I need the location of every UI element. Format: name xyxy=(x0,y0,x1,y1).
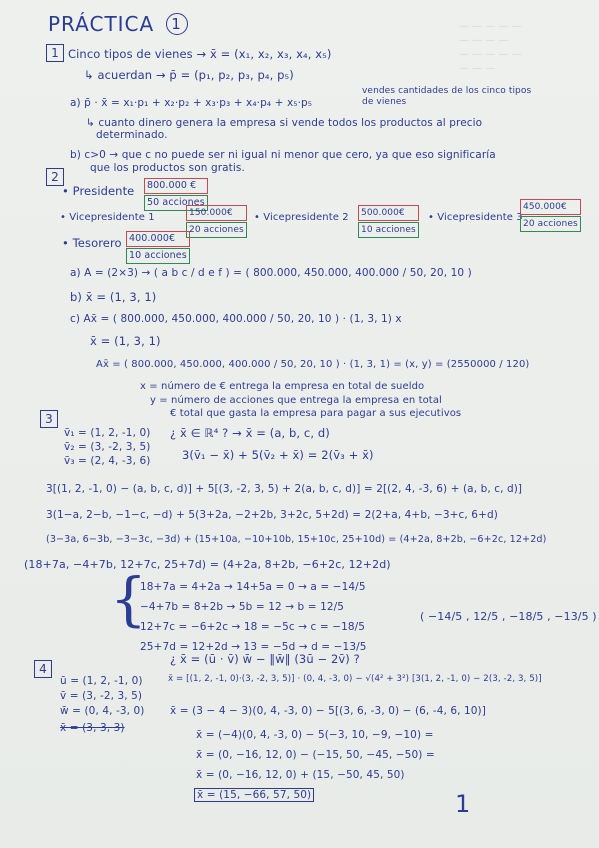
s4-step-2: x̄ = (3 − 4 − 3)(0, 4, -3, 0) − 5[(3, 6, -3, 0) − (6, -4, 6, 10)] xyxy=(170,705,486,717)
treasurer-label: • Tesorero xyxy=(62,236,122,250)
vp1-shares: 20 acciones xyxy=(186,222,247,238)
section-1-number: 1 xyxy=(46,44,64,62)
s2-c-note-x: x = número de € entrega la empresa en total de sueldo xyxy=(140,381,425,392)
s2-c-note-total-text: € total que gasta la empresa para pagar a sus ejecutivos xyxy=(170,408,462,419)
s3-solve-c: 12+7c = −6+2c → 18 = −5c → c = −18/5 xyxy=(140,621,366,633)
title-number: 1 xyxy=(166,13,188,35)
section-3-number: 3 xyxy=(40,410,58,428)
s1-a-line-3: determinado. xyxy=(96,129,168,141)
s4-question: ¿ x̄ = (ū · v̄) w̄ − ‖w̄‖ (3ū − 2v̄) ? xyxy=(170,652,360,666)
president-shares: 50 acciones xyxy=(144,195,208,211)
s2-c-result: Ax̄ = ( 800.000, 450.000, 400.000 / 50, 20, 10 ) · (1, 3, 1) = (x, y) = (2550000 / 120) xyxy=(96,359,530,370)
s3-equation: 3(v̄₁ − x̄) + 5(v̄₂ + x̄) = 2(v̄₃ + x̄) xyxy=(182,448,374,462)
s4-step-4: x̄ = (0, −16, 12, 0) − (−15, 50, −45, −50) = xyxy=(196,749,435,761)
s4-final xyxy=(194,788,314,802)
s4-u: ū = (1, 2, -1, 0) xyxy=(60,675,143,687)
s3-step-2: 3(1−a, 2−b, −1−c, −d) + 5(3+2a, −2+2b, 3+2c, 5+2d) = 2(2+a, 4+b, −3+c, 6+d) xyxy=(46,509,498,521)
s3-solve-b: −4+7b = 8+2b → 5b = 12 → b = 12/5 xyxy=(140,601,345,613)
s3-step-3: (3−3a, 6−3b, −3−3c, −3d) + (15+10a, −10+10b, 15+10c, 25+10d) = (4+2a, 8+2b, −6+2c, 12+2d) xyxy=(46,534,547,545)
vp2-label: • Vicepresidente 2 xyxy=(254,212,349,223)
vp3-label: • Vicepresidente 3 xyxy=(428,212,523,223)
s1-a-line-2: ↳ cuanto dinero genera la empresa si vende todos los productos al precio xyxy=(86,117,483,129)
president-label: • Presidente xyxy=(62,184,135,198)
vp2-salary: 500.000€ xyxy=(358,205,419,221)
vp1-label: • Vicepresidente 1 xyxy=(60,212,155,223)
s3-v3: v̄₃ = (2, 4, -3, 6) xyxy=(64,455,151,467)
s1-line-1: Cinco tipos de vienes → x̄ = (x₁, x₂, x₃, x₄, x₅) xyxy=(68,47,332,61)
s3-v2: v̄₂ = (3, -2, 3, 5) xyxy=(64,441,151,453)
vp2-shares: 10 acciones xyxy=(358,222,419,238)
section-2-number: 2 xyxy=(46,168,64,186)
s4-final-boxed: x̄ = (15, −66, 57, 50) xyxy=(194,788,314,802)
s3-result: ( −14/5 , 12/5 , −18/5 , −13/5 ) xyxy=(420,610,597,623)
s1-a-note: vendes cantidades de los cinco tipos de vienes xyxy=(362,86,532,107)
s4-step-3: x̄ = (−4)(0, 4, -3, 0) − 5(−3, 10, −9, −10) = xyxy=(196,729,434,741)
s4-v: v̄ = (3, -2, 3, 5) xyxy=(60,690,143,702)
s2-c-x: x̄ = (1, 3, 1) xyxy=(90,334,161,348)
s4-step-1: x̄ = [(1, 2, -1, 0)·(3, -2, 3, 5)] · (0, 4, -3, 0) − √(4² + 3²) [3(1, 2, -1, 0) − 2(3, -2, 3, 5)] xyxy=(168,674,542,684)
s4-step-5: x̄ = (0, −16, 12, 0) + (15, −50, 45, 50) xyxy=(196,769,405,781)
show-through-text: — — — — — — — — — — — — — — — — — xyxy=(459,21,522,74)
s3-step-1: 3[(1, 2, -1, 0) − (a, b, c, d)] + 5[(3, -2, 3, 5) + 2(a, b, c, d)] = 2[(2, 4, -3, 6) + (a, b, c, d)] xyxy=(46,483,523,495)
vp3-salary: 450.000€ xyxy=(520,199,581,215)
s2-a-matrix: a) A = (2×3) → ( a b c / d e f ) = ( 800.000, 450.000, 400.000 / 50, 20, 10 ) xyxy=(70,267,472,279)
title-text: PRÁCTICA xyxy=(48,12,155,36)
s2-c-note-y: y = número de acciones que entrega la empresa en total xyxy=(150,395,442,406)
s2-b-vector: b) x̄ = (1, 3, 1) xyxy=(70,290,157,304)
treasurer-salary: 400.000€ xyxy=(126,231,190,247)
s3-solve-d: 25+7d = 12+2d → 13 = −5d → d = −13/5 xyxy=(140,641,367,653)
s2-c-product: c) Ax̄ = ( 800.000, 450.000, 400.000 / 50, 20, 10 ) · (1, 3, 1) x xyxy=(70,313,402,325)
treasurer-shares: 10 acciones xyxy=(126,248,190,264)
vp1-salary: 150.000€ xyxy=(186,205,247,221)
president-salary: 800.000 € xyxy=(144,178,208,194)
s1-b-line-2: que los productos son gratis. xyxy=(90,162,245,174)
vp1-values xyxy=(186,205,247,238)
s4-w: w̄ = (0, 4, -3, 0) xyxy=(60,705,145,717)
s3-step-4: (18+7a, −4+7b, 12+7c, 25+7d) = (4+2a, 8+2b, −6+2c, 12+2d) xyxy=(24,558,391,571)
section-4-number: 4 xyxy=(34,660,52,678)
s2-c-note-total xyxy=(170,407,461,421)
s3-question: ¿ x̄ ∈ ℝ⁴ ? → x̄ = (a, b, c, d) xyxy=(170,426,330,440)
s1-a-formula: a) p̄ · x̄ = x₁·p₁ + x₂·p₂ + x₃·p₃ + x₄·p₄ + x₅·p₅ xyxy=(70,97,313,109)
vp2-values xyxy=(358,205,419,238)
vp3-values xyxy=(520,199,581,232)
page-title xyxy=(48,12,188,36)
page-number: 1 xyxy=(455,790,471,818)
system-brace: { xyxy=(110,565,147,633)
s3-v1: v̄₁ = (1, 2, -1, 0) xyxy=(64,427,151,439)
s4-struck-line: x̄ = (3, 3, 3) xyxy=(60,722,125,734)
treasurer-values xyxy=(126,231,190,264)
vp3-shares: 20 acciones xyxy=(520,216,581,232)
s3-solve-a: 18+7a = 4+2a → 14+5a = 0 → a = −14/5 xyxy=(140,581,366,593)
s1-b-line-1: b) c>0 → que c no puede ser ni igual ni menor que cero, ya que eso significaría xyxy=(70,149,496,161)
s1-line-2: ↳ acuerdan → p̄ = (p₁, p₂, p₃, p₄, p₅) xyxy=(84,68,294,82)
